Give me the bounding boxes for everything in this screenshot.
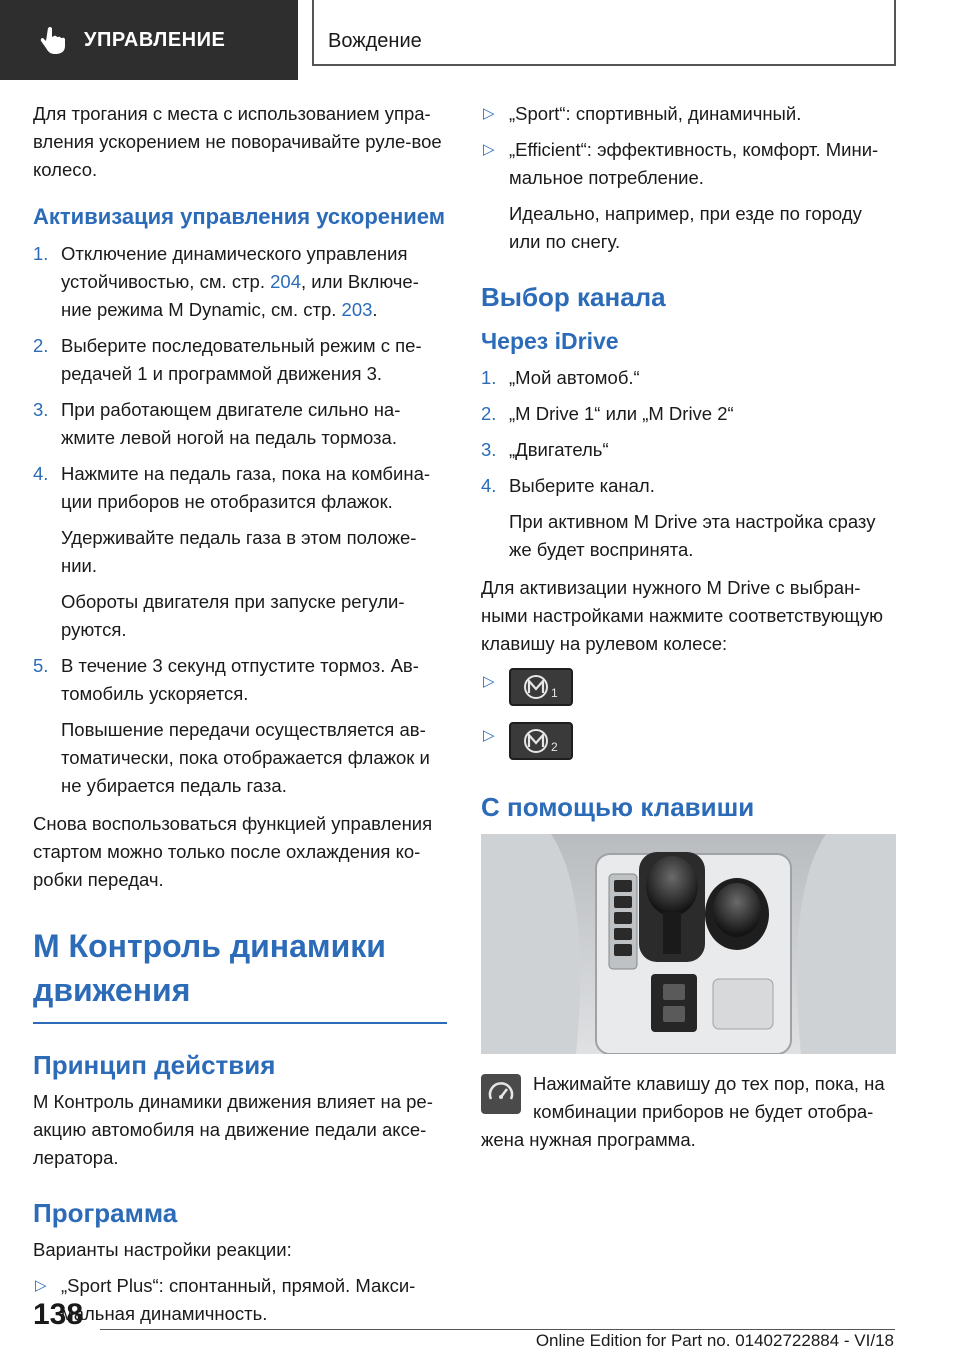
step-4: 4. Нажмите на педаль газа, пока на комбина-ции приборов не отобразится флажок.	[33, 463, 431, 512]
principle-paragraph: M Контроль динамики движения влияет на ре-акцию автомобиля на движение педали аксе-лератора.	[33, 1091, 433, 1168]
idrive-step-4: 4. Выберите канал.	[481, 475, 655, 496]
m2-button-icon	[509, 722, 573, 760]
heading-principle: Принцип действия	[33, 1050, 276, 1080]
triangle-bullet-icon: ▷	[483, 105, 495, 122]
step-3: 3. При работающем двигателе сильно на-жмите левой ногой на педаль тормоза.	[33, 399, 401, 448]
hand-pointer-icon	[40, 26, 66, 54]
bullet-sport-plus: ▷ „Sport Plus“: спонтанный, прямой. Макси-мальная динамичность.	[33, 1272, 447, 1328]
repeat-paragraph: Снова воспользоваться функцией управления стартом можно только после охлаждения ко-робки передач.	[33, 813, 433, 890]
button-note	[481, 1070, 896, 1154]
step-4-note-1: Удерживайте педаль газа в этом положе-нии.	[61, 527, 417, 576]
intro-paragraph: Для трогания с места с использованием упра-вления ускорением не поворачивайте руле-вое колесо.	[33, 103, 442, 180]
right-column	[481, 100, 896, 1154]
section-title: УПРАВЛЕНИЕ	[84, 28, 226, 51]
button-note-text: Нажимайте клавишу до тех пор, пока, на комбинации приборов не будет отобра-жена нужная программа.	[481, 1073, 885, 1150]
heading-m-dynamic-control: M Контроль динамики движения	[33, 924, 447, 1024]
idrive-step-3: 3. „Двигатель“	[481, 439, 609, 460]
step-5: 5. В течение 3 секунд отпустите тормоз. Ав-томобиль ускоряется.	[33, 655, 419, 704]
page-link-204[interactable]: 204	[270, 271, 301, 292]
svg-text:1: 1	[551, 686, 558, 700]
idrive-note: При активном M Drive эта настройка сразу же будет воспринята.	[509, 511, 876, 560]
triangle-bullet-icon: ▷	[483, 141, 495, 158]
drive-mode-button-icon	[481, 1074, 521, 1114]
m2-button-row	[481, 722, 896, 766]
footer-divider	[100, 1329, 895, 1330]
section-header	[0, 0, 298, 80]
triangle-bullet-icon: ▷	[35, 1277, 47, 1294]
heading-activate-launch: Активизация управления ускорением	[33, 204, 446, 229]
left-column	[33, 100, 447, 1328]
m1-button-icon	[509, 668, 573, 706]
triangle-bullet-icon: ▷	[483, 727, 495, 744]
page-number: 138	[33, 1298, 84, 1331]
heading-via-button: С помощью клавиши	[481, 792, 755, 822]
m1-button-row	[481, 668, 896, 712]
bullet-efficient: ▷ „Efficient“: эффективность, комфорт. Мини-мальное потребление.	[481, 136, 896, 192]
step-2: 2. Выберите последовательный режим с пе-редачей 1 и программой движения 3.	[33, 335, 422, 384]
footer-edition: Online Edition for Part no. 01402722884 - VI/18	[535, 1331, 894, 1350]
efficient-note: Идеально, например, при езде по городу или по снегу.	[509, 203, 862, 252]
idrive-step-1: 1. „Мой автомоб.“	[481, 367, 640, 388]
step-5-note: Повышение передачи осуществляется ав-томатически, пока отображается флажок и не убирается педаль газа.	[61, 719, 430, 796]
steering-wheel-paragraph: Для активизации нужного M Drive с выбран-ными настройками нажмите соответствующую клавишу на рулевом колесе:	[481, 577, 883, 654]
heading-program: Программа	[33, 1198, 178, 1228]
idrive-step-2: 2. „M Drive 1“ или „M Drive 2“	[481, 403, 734, 424]
program-intro: Варианты настройки реакции:	[33, 1239, 292, 1260]
heading-channel-select: Выбор канала	[481, 282, 666, 312]
subsection-title: Вождение	[312, 0, 896, 66]
page-link-203[interactable]: 203	[341, 299, 373, 320]
step-4-note-2: Обороты двигателя при запуске регули-руются.	[61, 591, 405, 640]
heading-via-idrive: Через iDrive	[481, 328, 619, 354]
step-1: 1. Отключение динамического управления устойчивостью, см. стр. 204, или Включе-ние режима M Dynamic, см. стр. 203.	[33, 243, 419, 320]
center-console-photo	[481, 834, 896, 1054]
svg-text:2: 2	[551, 740, 558, 754]
triangle-bullet-icon: ▷	[483, 673, 495, 690]
bullet-sport: ▷ „Sport“: спортивный, динамичный.	[481, 100, 896, 128]
